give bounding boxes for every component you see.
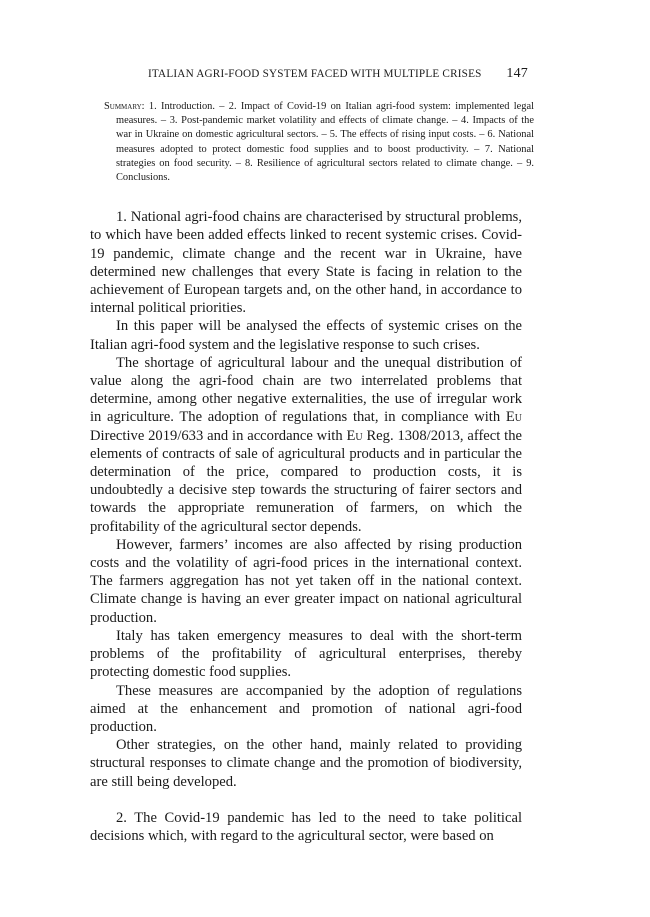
running-head-title: ITALIAN AGRI-FOOD SYSTEM FACED WITH MULTIPLE CRISES — [148, 68, 482, 80]
eu-abbreviation: Eu — [505, 409, 522, 426]
summary — [104, 100, 534, 185]
paragraph-6: These measures are accompanied by the adoption of regulations aimed at the enhancement and promotion of national agri-food production. — [90, 682, 522, 735]
paragraph-5: Italy has taken emergency measures to deal with the short-term problems of the profitability of agricultural enterprises, thereby protecting domestic food supplies. — [90, 627, 522, 681]
paragraph-3-part-b: Directive 2019/633 and in accordance with — [90, 427, 347, 444]
summary-text: 1. Introduction. – 2. Impact of Covid-19 on Italian agri-food system: implemented legal measures. – 3. Post-pandemic market volatility and effects of climate change. – 4. Impacts of the war in Ukraine on domestic agricultural sectors. – 5. The effects of rising input costs. – 6. National measures adopted to protect domestic food supplies and to boost productivity. – 7. National strategies on food security. – 8. Resilience of agricultural sectors related to climate change. – 9. Conclusions. — [116, 101, 534, 184]
section-gap — [90, 791, 522, 809]
paragraph-3 — [90, 354, 522, 536]
paragraph-4: However, farmers’ incomes are also affected by rising production costs and the volatility of agri-food prices in the international context. The farmers aggregation has not yet taken off in the national context. Climate change is having an ever greater impact on national agricultural production. — [90, 536, 522, 626]
running-head — [90, 66, 528, 86]
paragraph-7: Other strategies, on the other hand, mainly related to providing structural responses to climate change and the promotion of biodiversity, are still being developed. — [90, 737, 522, 790]
summary-label: Summary: — [104, 101, 145, 112]
body-text — [90, 208, 522, 845]
page-number: 147 — [506, 66, 528, 81]
paragraph-2: In this paper will be analysed the effects of systemic crises on the Italian agri-food system and the legislative response to such crises. — [90, 318, 522, 353]
paragraph-8: 2. The Covid-19 pandemic has led to the need to take political decisions which, with regard to the agricultural sector, were based on — [90, 809, 522, 844]
paragraph-3-part-a: The shortage of agricultural labour and the unequal distribution of value along the agri-food chain are two interrelated problems that determine, among other negative externalities, the use of irregular work in agriculture. The adoption of regulations that, in compliance with — [90, 354, 522, 426]
eu-abbreviation: Eu — [346, 427, 363, 444]
page — [90, 66, 534, 845]
paragraph-1: 1. National agri-food chains are characterised by structural problems, to which have been added effects linked to recent systemic crises. Covid-19 pandemic, climate change and the recent war in Ukraine, have determined new challenges that every State is facing in relation to the achievement of European targets and, on the other hand, in accordance to internal political priorities. — [90, 209, 522, 317]
paragraph-3-part-c: Reg. 1308/2013, affect the elements of contracts of sale of agricultural products and in particular the determination of the price, compared to production costs, it is undoubtedly a decisive step towards the structuring of fairer sectors and towards the appropriate remuneration of farmers, on which the profitability of the agricultural sector depends. — [90, 427, 522, 535]
